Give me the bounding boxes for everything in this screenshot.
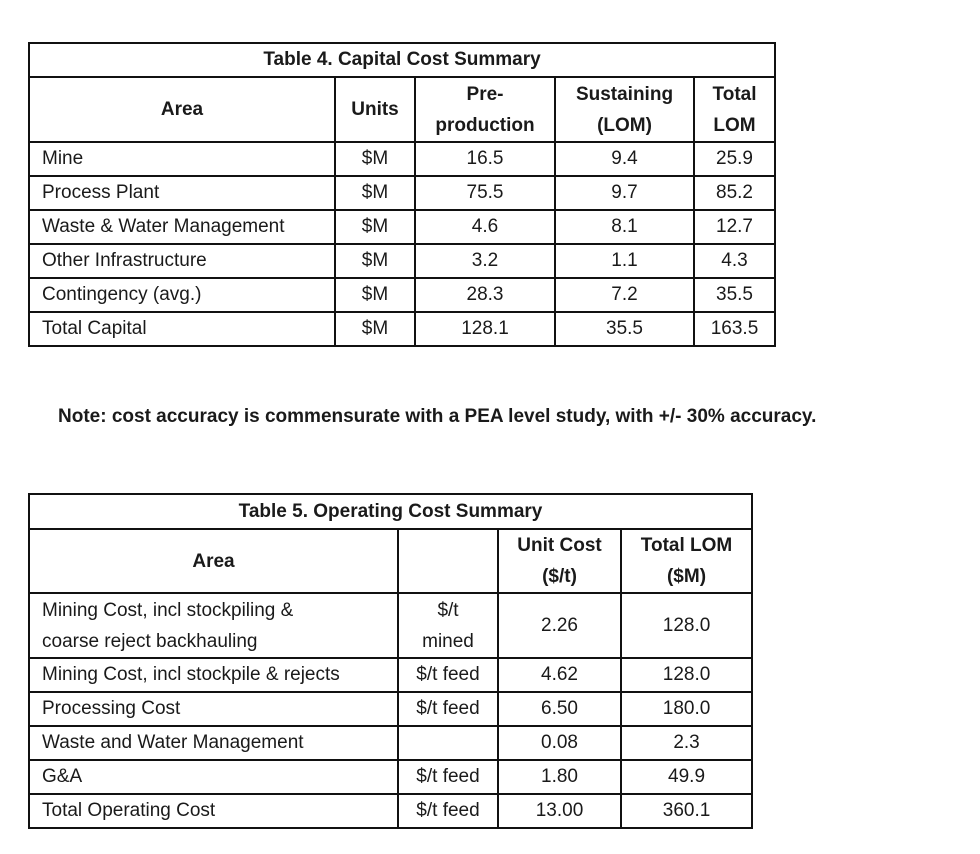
header-area: Area: [29, 529, 398, 593]
header-units: Units: [335, 77, 415, 142]
table-row: [29, 692, 752, 726]
cell-area: Mining Cost, incl stockpiling & coarse reject backhauling: [29, 593, 398, 658]
cell-units: $/t feed: [398, 760, 498, 794]
header-total-lom: Total LOM: [694, 77, 775, 142]
cell-area: Total Capital: [29, 312, 335, 346]
cell-units: $M: [335, 278, 415, 312]
cell-area: Waste and Water Management: [29, 726, 398, 760]
header-row: [29, 529, 752, 593]
table-row: [29, 726, 752, 760]
cell-area: Mining Cost, incl stockpile & rejects: [29, 658, 398, 692]
table-row: [29, 176, 775, 210]
cell-unit-cost: 0.08: [498, 726, 621, 760]
cell-unit-cost: 2.26: [498, 593, 621, 658]
cell-area: Total Operating Cost: [29, 794, 398, 828]
table-title: Table 4. Capital Cost Summary: [29, 43, 775, 77]
accuracy-note: Note: cost accuracy is commensurate with a PEA level study, with +/- 30% accuracy.: [58, 406, 817, 427]
cell-total: 85.2: [694, 176, 775, 210]
cell-area: G&A: [29, 760, 398, 794]
header-total-lom: Total LOM ($M): [621, 529, 752, 593]
cell-total: 25.9: [694, 142, 775, 176]
cell-unit-cost: 4.62: [498, 658, 621, 692]
cell-total: 163.5: [694, 312, 775, 346]
header-units: [398, 529, 498, 593]
table-row: [29, 210, 775, 244]
cell-sustaining: 1.1: [555, 244, 694, 278]
cell-units: $M: [335, 210, 415, 244]
cell-preproduction: 4.6: [415, 210, 555, 244]
cell-total: 4.3: [694, 244, 775, 278]
table-row: [29, 760, 752, 794]
cell-preproduction: 128.1: [415, 312, 555, 346]
cell-total: 49.9: [621, 760, 752, 794]
capital-cost-table: [28, 42, 776, 347]
cell-units: $/t feed: [398, 658, 498, 692]
cell-area: Process Plant: [29, 176, 335, 210]
cell-preproduction: 75.5: [415, 176, 555, 210]
cell-area: Mine: [29, 142, 335, 176]
cell-sustaining: 7.2: [555, 278, 694, 312]
cell-sustaining: 8.1: [555, 210, 694, 244]
table-row: [29, 593, 752, 658]
header-area: Area: [29, 77, 335, 142]
cell-total: 35.5: [694, 278, 775, 312]
cell-units: $/t mined: [398, 593, 498, 658]
cell-area: Contingency (avg.): [29, 278, 335, 312]
cell-area: Other Infrastructure: [29, 244, 335, 278]
table-row: [29, 794, 752, 828]
cell-sustaining: 35.5: [555, 312, 694, 346]
cell-preproduction: 28.3: [415, 278, 555, 312]
header-sustaining: Sustaining (LOM): [555, 77, 694, 142]
cell-total: 12.7: [694, 210, 775, 244]
header-unit-cost: Unit Cost ($/t): [498, 529, 621, 593]
table-title: Table 5. Operating Cost Summary: [29, 494, 752, 529]
cell-unit-cost: 1.80: [498, 760, 621, 794]
table-row: [29, 658, 752, 692]
cell-area: Processing Cost: [29, 692, 398, 726]
header-preproduction: Pre- production: [415, 77, 555, 142]
table-row: [29, 142, 775, 176]
cell-sustaining: 9.7: [555, 176, 694, 210]
cell-total: 2.3: [621, 726, 752, 760]
cell-preproduction: 16.5: [415, 142, 555, 176]
operating-cost-table: [28, 493, 753, 829]
table-row: [29, 312, 775, 346]
cell-units: $M: [335, 312, 415, 346]
cell-units: $/t feed: [398, 692, 498, 726]
cell-area: Waste & Water Management: [29, 210, 335, 244]
cell-total: 180.0: [621, 692, 752, 726]
table-row: [29, 244, 775, 278]
table-row: [29, 278, 775, 312]
cell-preproduction: 3.2: [415, 244, 555, 278]
cell-units: $M: [335, 142, 415, 176]
cell-unit-cost: 6.50: [498, 692, 621, 726]
cell-unit-cost: 13.00: [498, 794, 621, 828]
cell-total: 128.0: [621, 593, 752, 658]
cell-units: $M: [335, 176, 415, 210]
cell-units: $M: [335, 244, 415, 278]
cell-units: [398, 726, 498, 760]
cell-total: 128.0: [621, 658, 752, 692]
cell-units: $/t feed: [398, 794, 498, 828]
header-row: [29, 77, 775, 142]
cell-sustaining: 9.4: [555, 142, 694, 176]
cell-total: 360.1: [621, 794, 752, 828]
